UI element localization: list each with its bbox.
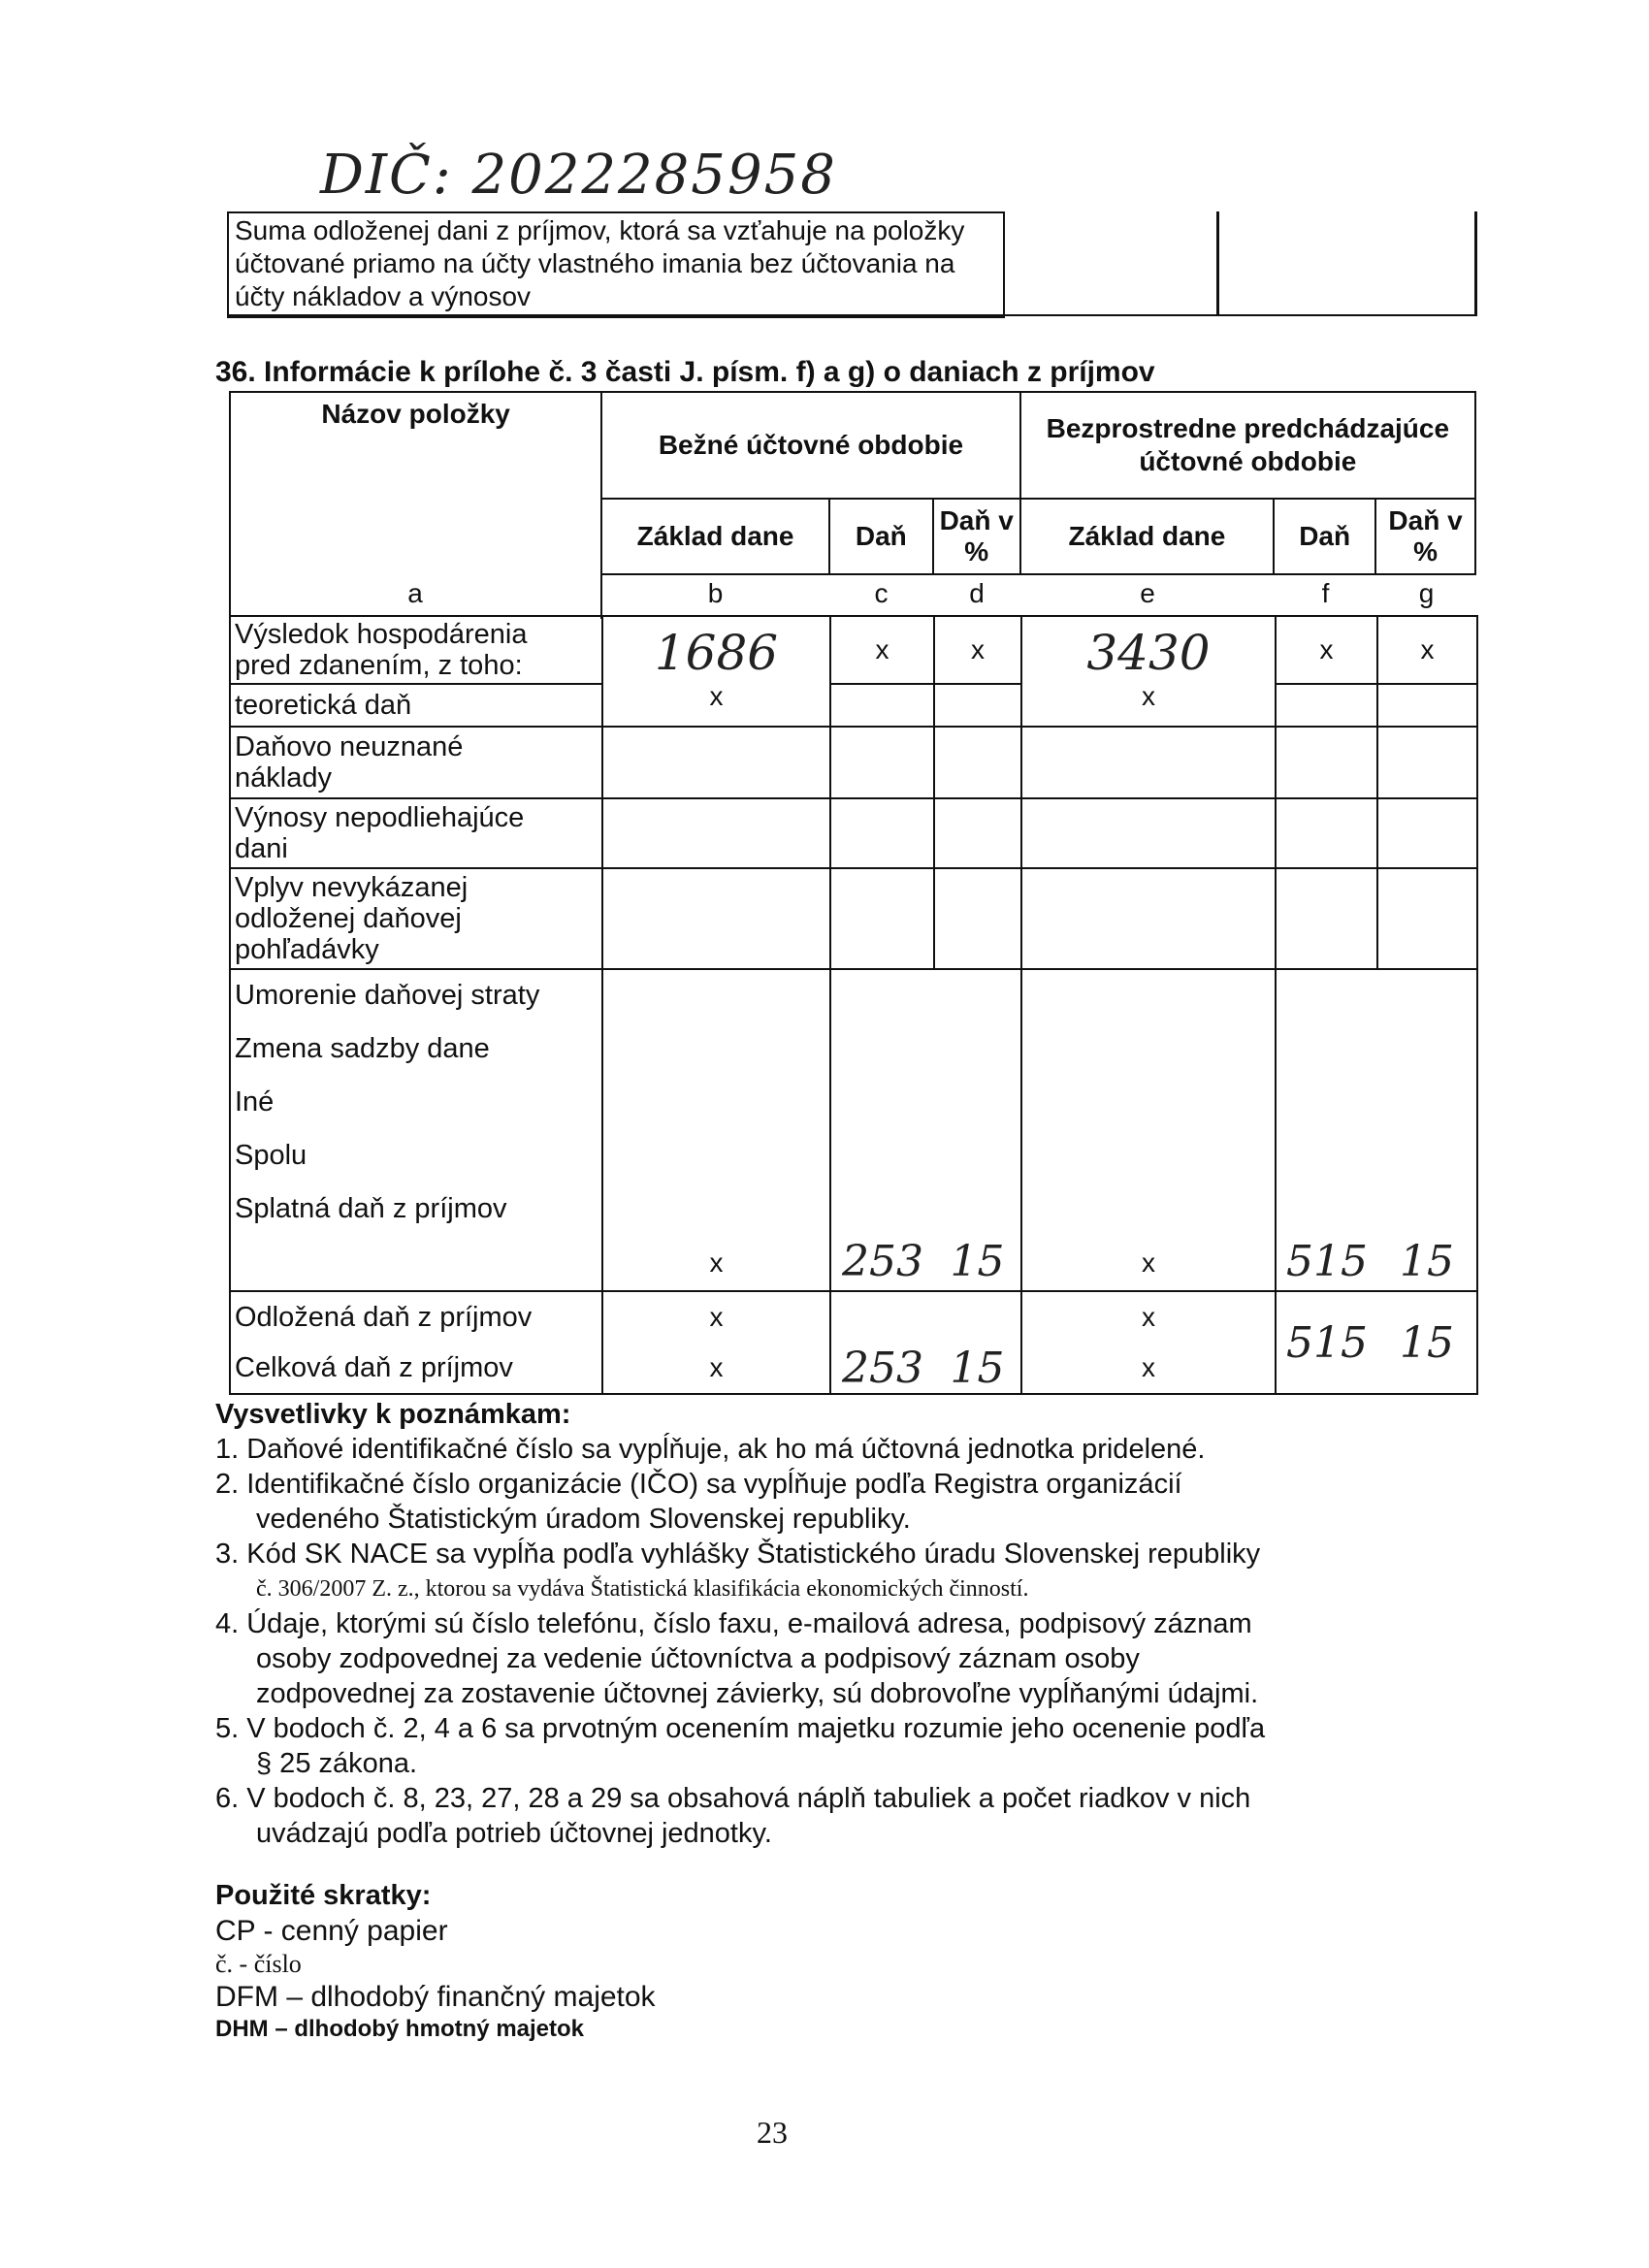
note-6b: uvádzajú podľa potrieb účtovnej jednotky.: [256, 1818, 772, 1849]
deferred-tax-equity-box: [227, 211, 1478, 316]
note-6a: 6. V bodoch č. 8, 23, 27, 28 a 29 sa obsahová náplň tabuliek a počet riadkov v nich: [215, 1783, 1251, 1814]
col-header-previous: Bezprostredne predchádzajúce účtovné obdobie: [1020, 392, 1475, 499]
note-1: 1. Daňové identifikačné číslo sa vypĺňuje, ak ho má účtovná jednotka pridelené.: [215, 1434, 1206, 1465]
sub-pct-current: Daň v %: [933, 499, 1020, 574]
sub-tax-current: Daň: [829, 499, 933, 574]
celkova-pct-previous: 15: [1400, 1317, 1454, 1368]
row-odlozena-label: Odložená daň z príjmov: [235, 1302, 533, 1333]
row-neuznane-label: Daňovo neuznané náklady: [230, 727, 602, 798]
splatna-pct-current: 15: [950, 1237, 1005, 1286]
row-teoreticka-label: teoretická daň: [230, 684, 602, 727]
sub-base-previous: Základ dane: [1020, 499, 1275, 574]
celkova-tax-current: 253: [842, 1344, 923, 1393]
row-vysledok-label: Výsledok hospodárenia pred zdanením, z toho:: [230, 616, 602, 684]
splatna-base-current: x: [709, 1247, 724, 1278]
vysledok-pct-previous: x: [1377, 616, 1477, 684]
vysledok-base-current: 1686 x: [602, 616, 830, 727]
row-spolu-label: Spolu: [235, 1140, 307, 1171]
note-5a: 5. V bodoch č. 2, 4 a 6 sa prvotným ocenením majetku rozumie jeho ocenenie podľa: [215, 1713, 1266, 1744]
sub-pct-previous: Daň v %: [1375, 499, 1475, 574]
row-vplyv-label: Vplyv nevykázanej odloženej daňovej pohľadávky: [230, 868, 602, 969]
row-ine-label: Iné: [235, 1086, 275, 1118]
abbreviations-section: [215, 1877, 1088, 2044]
abbr-cp: CP - cenný papier: [215, 1915, 448, 1947]
notes-title: Vysvetlivky k poznámkam:: [215, 1399, 571, 1430]
row-splatna-label: Splatná daň z príjmov: [235, 1193, 507, 1224]
abbr-c: č. - číslo: [215, 1950, 302, 1978]
celkova-base-current: x: [709, 1352, 724, 1382]
abbr-dhm: DHM – dlhodobý hmotný majetok: [215, 2016, 585, 2042]
row-zmena-label: Zmena sadzby dane: [235, 1033, 490, 1064]
section-title: 36. Informácie k prílohe č. 3 časti J. písm. f) a g) o daniach z príjmov: [215, 356, 1155, 388]
note-4b: osoby zodpovednej za vedenie účtovníctva a podpisový záznam osoby: [256, 1643, 1140, 1674]
page-number: 23: [757, 2115, 788, 2150]
note-4c: zodpovednej za zostavenie účtovnej závierky, sú dobrovoľne vypĺňanými údajmi.: [256, 1678, 1259, 1709]
odlozena-base-previous: x: [1142, 1302, 1155, 1332]
celkova-base-previous: x: [1142, 1352, 1155, 1382]
sub-base-current: Základ dane: [601, 499, 829, 574]
abbr-title: Použité skratky:: [215, 1880, 432, 1911]
abbr-dfm: DFM – dlhodobý finančný majetok: [215, 1981, 656, 2013]
row-celkova-label: Celková daň z príjmov: [235, 1352, 513, 1383]
vysledok-tax-previous: x: [1276, 616, 1377, 684]
letters-row-labels: a b c d e f g: [407, 578, 1435, 608]
celkova-tax-previous: 515: [1286, 1317, 1368, 1368]
row-group-labels-2: [230, 1291, 602, 1394]
notes-section: [215, 1397, 1350, 1851]
splatna-tax-previous: 515: [1286, 1237, 1368, 1286]
note-5b: § 25 zákona.: [256, 1748, 418, 1779]
note-4a: 4. Údaje, ktorými sú číslo telefónu, číslo faxu, e-mailová adresa, podpisový záznam: [215, 1608, 1252, 1639]
vysledok-pct-current: x: [934, 616, 1021, 684]
note-3b: č. 306/2007 Z. z., ktorou sa vydáva Štatistická klasifikácia ekonomických činností.: [256, 1576, 1029, 1602]
note-2b: vedeného Štatistickým úradom Slovenskej republiky.: [256, 1504, 911, 1535]
row-umorenie-label: Umorenie daňovej straty: [235, 980, 540, 1011]
vysledok-tax-current: x: [830, 616, 934, 684]
splatna-pct-previous: 15: [1400, 1237, 1454, 1286]
row-group-labels: [230, 969, 602, 1291]
note-3a: 3. Kód SK NACE sa vypĺňa podľa vyhlášky Štatistického úradu Slovenskej republiky: [215, 1539, 1261, 1570]
vysledok-base-previous: 3430 x: [1021, 616, 1276, 727]
col-header-name: Názov položky: [230, 392, 601, 619]
col-header-current: Bežné účtovné obdobie: [601, 392, 1019, 499]
top-box-text: Suma odloženej dani z príjmov, ktorá sa vzťahuje na položky účtované priamo na účty vlastného imania bez účtovania na účty nákladov a výnosov: [235, 215, 965, 311]
odlozena-base-current: x: [709, 1302, 724, 1332]
splatna-tax-current: 253: [842, 1237, 923, 1286]
note-2a: 2. Identifikačné číslo organizácie (IČO) sa vypĺňuje podľa Registra organizácií: [215, 1469, 1182, 1500]
dic-handwritten: DIČ: 2022285958: [320, 144, 837, 207]
income-tax-table-body: [229, 615, 1478, 1395]
row-vynosy-label: Výnosy nepodliehajúce dani: [230, 798, 602, 868]
splatna-base-previous: x: [1142, 1247, 1155, 1278]
celkova-pct-current: 15: [950, 1344, 1005, 1393]
sub-tax-previous: Daň: [1274, 499, 1375, 574]
